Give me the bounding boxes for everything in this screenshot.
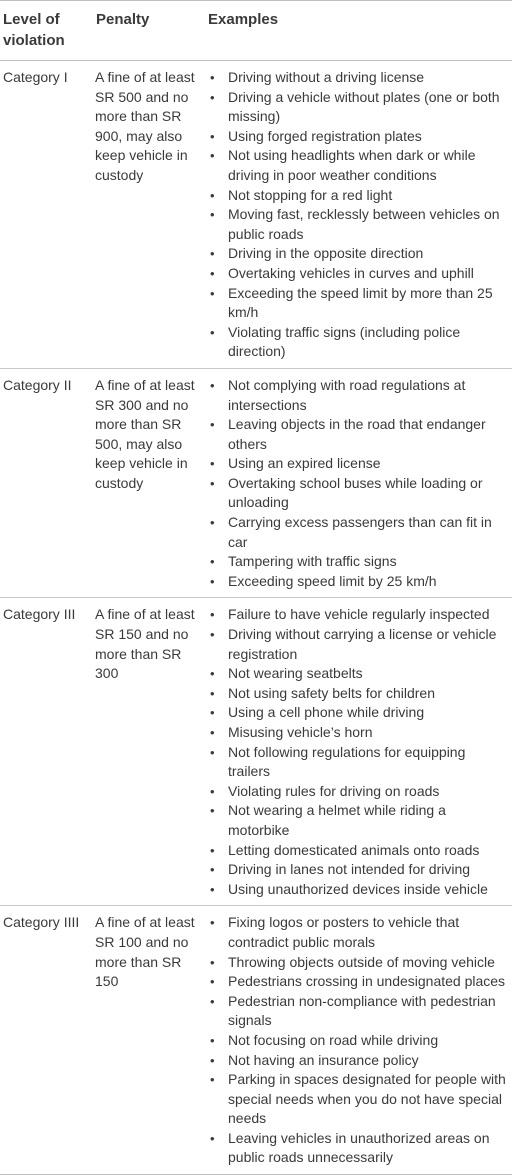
- example-text: Not focusing on road while driving: [228, 1031, 439, 1048]
- bullet-icon: •: [210, 207, 215, 223]
- example-text: Leaving vehicles in unauthorized areas on public roads unnecessarily: [228, 1129, 490, 1166]
- examples-list: [208, 605, 506, 899]
- bullet-icon: •: [210, 89, 215, 105]
- bullet-icon: •: [210, 1032, 215, 1048]
- example-text: Not complying with road regulations at intersections: [228, 376, 466, 413]
- bullet-icon: •: [210, 475, 215, 491]
- examples-cell: [205, 598, 512, 906]
- example-text: Not having an insurance policy: [228, 1051, 419, 1068]
- bullet-icon: •: [210, 842, 215, 858]
- bullet-icon: •: [210, 324, 215, 340]
- example-item: [208, 664, 506, 684]
- example-text: Not using headlights when dark or while driving in poor weather conditions: [228, 147, 476, 183]
- level-cell: Category II: [0, 368, 93, 598]
- example-text: Misusing vehicle’s horn: [228, 724, 373, 740]
- example-item: [208, 992, 506, 1031]
- example-text: Leaving objects in the road that endanger others: [228, 416, 486, 452]
- example-text: Violating traffic signs (including police direction): [228, 323, 461, 360]
- example-text: Carrying excess passengers than can fit in car: [228, 514, 492, 550]
- table-row-category-2: [0, 368, 512, 598]
- example-item: [208, 703, 506, 723]
- example-item: [208, 474, 506, 513]
- examples-list: [208, 913, 506, 1168]
- bullet-icon: •: [210, 265, 215, 281]
- example-item: [208, 1129, 506, 1168]
- example-text: Not stopping for a red light: [228, 186, 393, 203]
- table-header: [0, 1, 512, 61]
- example-item: [208, 205, 506, 244]
- bullet-icon: •: [210, 705, 215, 721]
- example-item: [208, 127, 506, 147]
- bullet-icon: •: [210, 377, 215, 393]
- example-item: [208, 605, 506, 625]
- table-row-category-4: [0, 906, 512, 1175]
- example-item: [208, 723, 506, 743]
- bullet-icon: •: [210, 783, 215, 799]
- example-text: Parking in spaces designated for people with special needs when you do not have special needs: [228, 1071, 506, 1127]
- example-item: [208, 880, 506, 900]
- example-item: [208, 743, 506, 782]
- penalty-cell: A fine of at least SR 500 and no more than SR 900, may also keep vehicle in custody: [93, 61, 205, 369]
- example-item: [208, 552, 506, 572]
- penalty-cell: A fine of at least SR 100 and no more than SR 150: [93, 906, 205, 1175]
- example-text: Driving without carrying a license or vehicle registration: [228, 626, 497, 662]
- example-text: Exceeding the speed limit by more than 25 km/h: [228, 284, 493, 321]
- example-text: Overtaking vehicles in curves and uphill: [228, 264, 474, 281]
- example-text: Driving without a driving license: [228, 69, 425, 85]
- example-item: [208, 972, 506, 992]
- bullet-icon: •: [210, 417, 215, 433]
- bullet-icon: •: [210, 993, 215, 1009]
- example-text: Driving a vehicle without plates (one or both missing): [228, 88, 500, 125]
- examples-cell: [205, 368, 512, 598]
- example-text: Overtaking school buses while loading or unloading: [228, 474, 483, 511]
- bullet-icon: •: [210, 554, 215, 570]
- header-row: [0, 1, 512, 61]
- bullet-icon: •: [210, 974, 215, 990]
- example-text: Exceeding speed limit by 25 km/h: [228, 572, 437, 589]
- bullet-icon: •: [210, 744, 215, 760]
- example-item: [208, 68, 506, 88]
- table-row-category-1: [0, 61, 512, 369]
- example-text: Using a cell phone while driving: [228, 704, 425, 721]
- example-text: Pedestrian non-compliance with pedestrian signals: [228, 992, 496, 1029]
- example-text: Using forged registration plates: [228, 127, 422, 144]
- example-text: Fixing logos or posters to vehicle that contradict public morals: [228, 914, 460, 950]
- bullet-icon: •: [210, 128, 215, 144]
- example-item: [208, 244, 506, 264]
- bullet-icon: •: [210, 627, 215, 643]
- bullet-icon: •: [210, 1130, 215, 1146]
- example-item: [208, 146, 506, 185]
- penalty-cell: A fine of at least SR 300 and no more than SR 500, may also keep vehicle in custody: [93, 368, 205, 598]
- bullet-icon: •: [210, 1072, 215, 1088]
- bullet-icon: •: [210, 246, 215, 262]
- example-text: Driving in lanes not intended for driving: [228, 861, 471, 878]
- example-item: [208, 284, 506, 323]
- example-item: [208, 801, 506, 840]
- example-text: Not wearing seatbelts: [228, 665, 363, 682]
- example-text: Using unauthorized devices inside vehicle: [228, 880, 488, 897]
- example-item: [208, 841, 506, 861]
- bullet-icon: •: [210, 573, 215, 589]
- example-item: [208, 88, 506, 127]
- bullet-icon: •: [210, 70, 215, 85]
- example-item: [208, 323, 506, 362]
- example-item: [208, 684, 506, 704]
- example-text: Not wearing a helmet while riding a motorbike: [228, 802, 446, 838]
- examples-cell: [205, 61, 512, 369]
- example-item: [208, 454, 506, 474]
- example-text: Tampering with traffic signs: [228, 553, 397, 570]
- example-item: [208, 1031, 506, 1051]
- bullet-icon: •: [210, 607, 215, 623]
- table-row-category-3: [0, 598, 512, 906]
- example-text: Throwing objects outside of moving vehicle: [228, 953, 495, 970]
- example-item: [208, 913, 506, 952]
- example-item: [208, 860, 506, 880]
- example-text: Failure to have vehicle regularly inspected: [228, 606, 490, 623]
- bullet-icon: •: [210, 803, 215, 819]
- bullet-icon: •: [210, 666, 215, 682]
- bullet-icon: •: [210, 954, 215, 970]
- example-text: Driving in the opposite direction: [228, 245, 424, 262]
- example-text: Pedestrians crossing in undesignated places: [228, 973, 506, 990]
- example-item: [208, 376, 506, 415]
- example-item: [208, 415, 506, 454]
- level-cell: Category I: [0, 61, 93, 369]
- bullet-icon: •: [210, 725, 215, 740]
- level-cell: Category IIII: [0, 906, 93, 1175]
- examples-cell: [205, 906, 512, 1175]
- example-text: Using an expired license: [228, 455, 381, 472]
- penalty-cell: A fine of at least SR 150 and no more than SR 300: [93, 598, 205, 906]
- example-text: Not using safety belts for children: [228, 684, 435, 701]
- example-item: [208, 264, 506, 284]
- example-item: [208, 186, 506, 206]
- bullet-icon: •: [210, 881, 215, 897]
- example-item: [208, 625, 506, 664]
- bullet-icon: •: [210, 148, 215, 164]
- example-item: [208, 782, 506, 802]
- header-level-of-violation: Level of violation: [0, 1, 93, 61]
- example-text: Letting domesticated animals onto roads: [228, 841, 480, 858]
- bullet-icon: •: [210, 862, 215, 878]
- table-body: [0, 61, 512, 1175]
- bullet-icon: •: [210, 456, 215, 472]
- example-item: [208, 1051, 506, 1071]
- example-text: Moving fast, recklessly between vehicles on public roads: [228, 206, 500, 242]
- example-item: [208, 1070, 506, 1129]
- header-penalty: Penalty: [93, 1, 205, 61]
- example-text: Violating rules for driving on roads: [228, 782, 440, 799]
- level-cell: Category III: [0, 598, 93, 906]
- header-examples: Examples: [205, 1, 512, 61]
- examples-list: [208, 376, 506, 592]
- bullet-icon: •: [210, 285, 215, 301]
- example-item: [208, 572, 506, 592]
- example-item: [208, 953, 506, 973]
- bullet-icon: •: [210, 1052, 215, 1068]
- bullet-icon: •: [210, 187, 215, 203]
- bullet-icon: •: [210, 685, 215, 701]
- example-text: Not following regulations for equipping trailers: [228, 743, 466, 780]
- examples-list: [208, 68, 506, 362]
- bullet-icon: •: [210, 515, 215, 531]
- example-item: [208, 513, 506, 552]
- bullet-icon: •: [210, 915, 215, 931]
